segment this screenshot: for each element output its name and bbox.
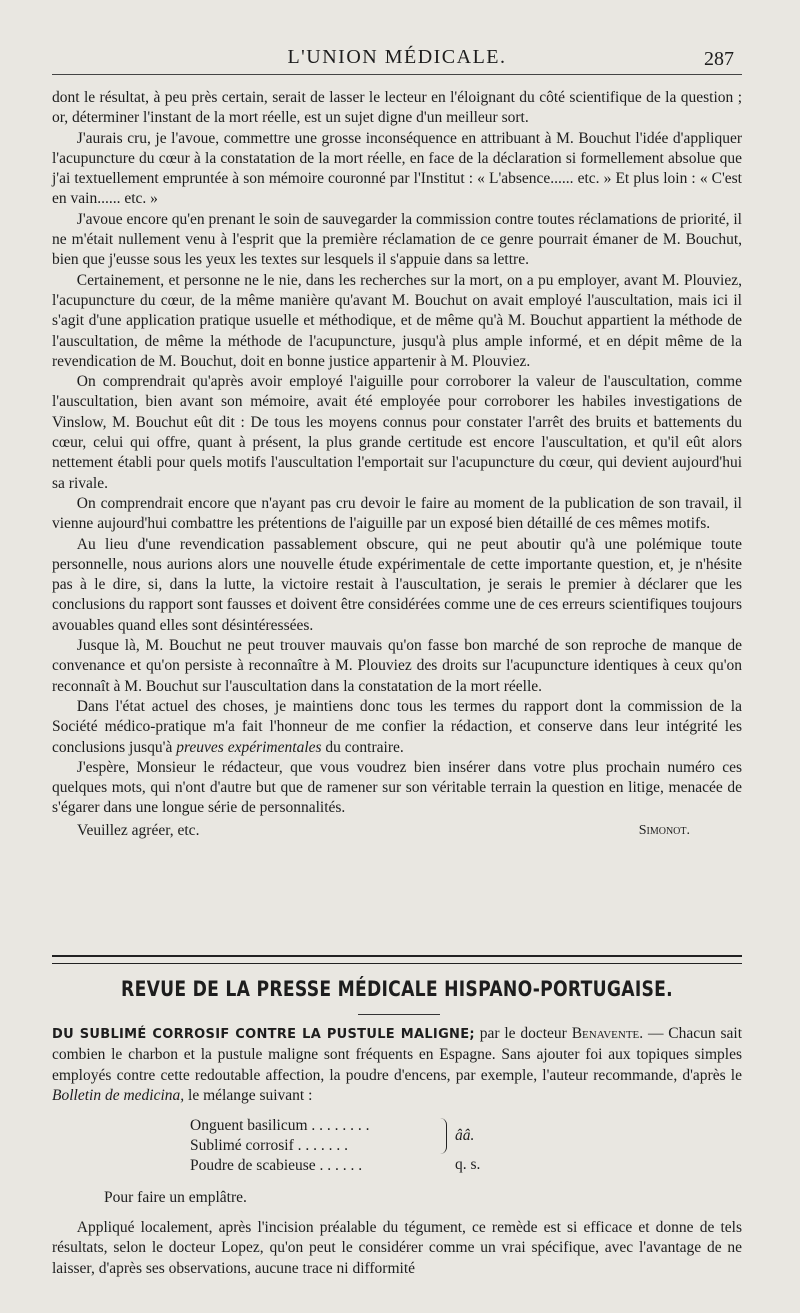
recipe-ingredient: Poudre de scabieuse . . . . . .: [190, 1157, 363, 1175]
paragraph: Appliqué localement, après l'incision préalable du tégument, ce remède est si efficace et donne de tels résultats, selon le docteur Lopez, qu'on peut le considérer comme un vrai spécifique, avec l'avantage de ne laisser, d'après ses observations, aucune trace ni difformité: [52, 1219, 742, 1277]
recipe-block: [52, 1116, 742, 1186]
running-title: L'UNION MÉDICALE.: [287, 46, 507, 68]
paragraph: Au lieu d'une revendication passablement obscure, qui ne peut aboutir qu'à une polémique toute personnelle, nous aurions alors une nouvelle étude expérimentale de cette importante question, et, je n'hésite pas à le dire, si, dans la lutte, la victoire restait à l'auscultation, je serais le premier à déclarer que les conclusions du rapport sont fausses et doivent être considérées comme une de ces erreurs scientifiques toujours avouables quand elles sont désintéressées.: [52, 535, 742, 634]
recipe-purpose: Pour faire un emplâtre.: [104, 1189, 247, 1207]
paragraph: Certainement, et personne ne le nie, dans les recherches sur la mort, on a pu employer, avant M. Plouviez, l'acupuncture du cœur, de la même manière qu'avant M. Bouchut on avait employé l'auscultation, mais ici il s'agit d'une application pratique usuelle et méthodique, et de même qu'à M. Bouchut appartient la méthode de l'auscultation, de même la méthode de l'acupuncture, jusqu'à plus ample informé, et en dépit même de la revendication de M. Bouchut, doit en bonne justice appartenir à M. Plouviez.: [52, 271, 742, 370]
signature: Simonot.: [638, 822, 690, 838]
paragraph: [52, 697, 742, 758]
text-run: du contraire.: [321, 738, 404, 756]
paragraph: Jusque là, M. Bouchut ne peut trouver mauvais qu'on fasse bon marché de son reproche de manque de convenance et qu'on persiste à reconnaître à M. Plouviez des droits sur l'acupuncture identiques à ceux qu'on reconnaît à M. Bouchut sur l'auscultation dans la constatation de la mort réelle.: [52, 637, 742, 695]
article: [52, 1024, 742, 1279]
paragraph: J'espère, Monsieur le rédacteur, que vous voudrez bien insérer dans votre plus prochain numéro ces quelques mots, qui n'ont d'autre but que de ramener sur son véritable terrain la question en litige, menacée de s'égarer dans une longue série de personnalités.: [52, 758, 742, 817]
paragraph: On comprendrait encore que n'ayant pas cru devoir le faire au moment de la publication de son travail, il vienne aujourd'hui combattre les prétentions de l'aiguille par un exposé bien détaillé de ces mêmes motifs.: [52, 494, 742, 533]
page-number: 287: [704, 48, 734, 70]
recipe-quantity: ââ.: [455, 1127, 475, 1145]
paragraph: J'avoue encore qu'en prenant le soin de sauvegarder la commission contre toutes réclamations de priorité, il ne m'était nullement venu à l'esprit que la première réclamation de ce genre pourrait émaner de M. Bouchut, bien que j'eusse sous les yeux les textes sur lesquels il s'appuie dans sa lettre.: [52, 210, 742, 269]
text-run: — Chacun sait combien le charbon et la pustule maligne sont fréquents en Espagne. Sans ajouter foi aux topiques simples employés contre cette redoutable affection, la poudre d'encens, par exemple, l'auteur recommande, d'après le: [52, 1025, 743, 1084]
source-title: Bolletin de medicina,: [52, 1086, 185, 1104]
section-title: REVUE DE LA PRESSE MÉDICALE HISPANO-PORTUGAISE.: [121, 977, 673, 1001]
text-run: par le docteur: [474, 1025, 572, 1042]
paragraph: J'aurais cru, je l'avoue, commettre une grosse inconséquence en attribuant à M. Bouchut l'idée d'appliquer l'acupuncture du cœur à la constatation de la mort réelle, en face de la déclaration si formellement absolue que j'ai textuellement empruntée à son mémoire couronné par l'Institut : « L'absence...... etc. » Et plus loin : « C'est en vain...... etc. »: [52, 129, 742, 208]
text-run: Dans l'état actuel des choses, je maintiens donc tous les termes du rapport dont la commission de la Société médico-pratique m'a fait l'honneur de me confier la rédaction, et conserve dans leur intégrité les conclusions jusqu'à: [52, 697, 742, 756]
article-title: DU SUBLIMÉ CORROSIF CONTRE LA PUSTULE MALIGNE;: [52, 1027, 475, 1042]
paragraph: dont le résultat, à peu près certain, serait de lasser le lecteur en l'éloignant du côté scientifique de la question ; or, déterminer l'instant de la mort réelle, est un sujet digne d'un meilleur sort.: [52, 89, 742, 127]
article-intro: [52, 1024, 742, 1106]
page-header: [52, 44, 742, 75]
paragraph: On comprendrait qu'après avoir employé l'aiguille pour corroborer la valeur de l'auscultation, comme l'auscultation, bien avant son mémoire, avait été employée pour corroborer les habiles investigations de Vinslow, M. Bouchut eût dit : De tous les moyens connus pour constater l'arrêt des bruits et battements du cœur, celui qui offre, quant à présent, la plus grande certitude est encore l'auscultation, et qu'il eût alors nettement établi pour quels motifs l'auscultation l'emportait sur l'acupuncture du cœur, qui devient aujourd'hui sa rivale.: [52, 373, 742, 492]
title-underline: [358, 1014, 440, 1015]
closing-formula: Veuillez agréer, etc.: [77, 821, 200, 839]
recipe-ingredient: Sublimé corrosif . . . . . . .: [190, 1137, 348, 1155]
signoff: [52, 821, 742, 841]
brace-symbol: [440, 1118, 447, 1154]
text-run: le mélange suivant :: [184, 1086, 313, 1104]
letter-body: [52, 88, 742, 841]
article-author: Benavente.: [571, 1025, 644, 1042]
recipe-quantity: q. s.: [455, 1156, 481, 1174]
section-divider: [52, 955, 742, 964]
italic-phrase: preuves expérimentales: [176, 738, 322, 756]
recipe-ingredient: Onguent basilicum . . . . . . . .: [190, 1117, 370, 1135]
